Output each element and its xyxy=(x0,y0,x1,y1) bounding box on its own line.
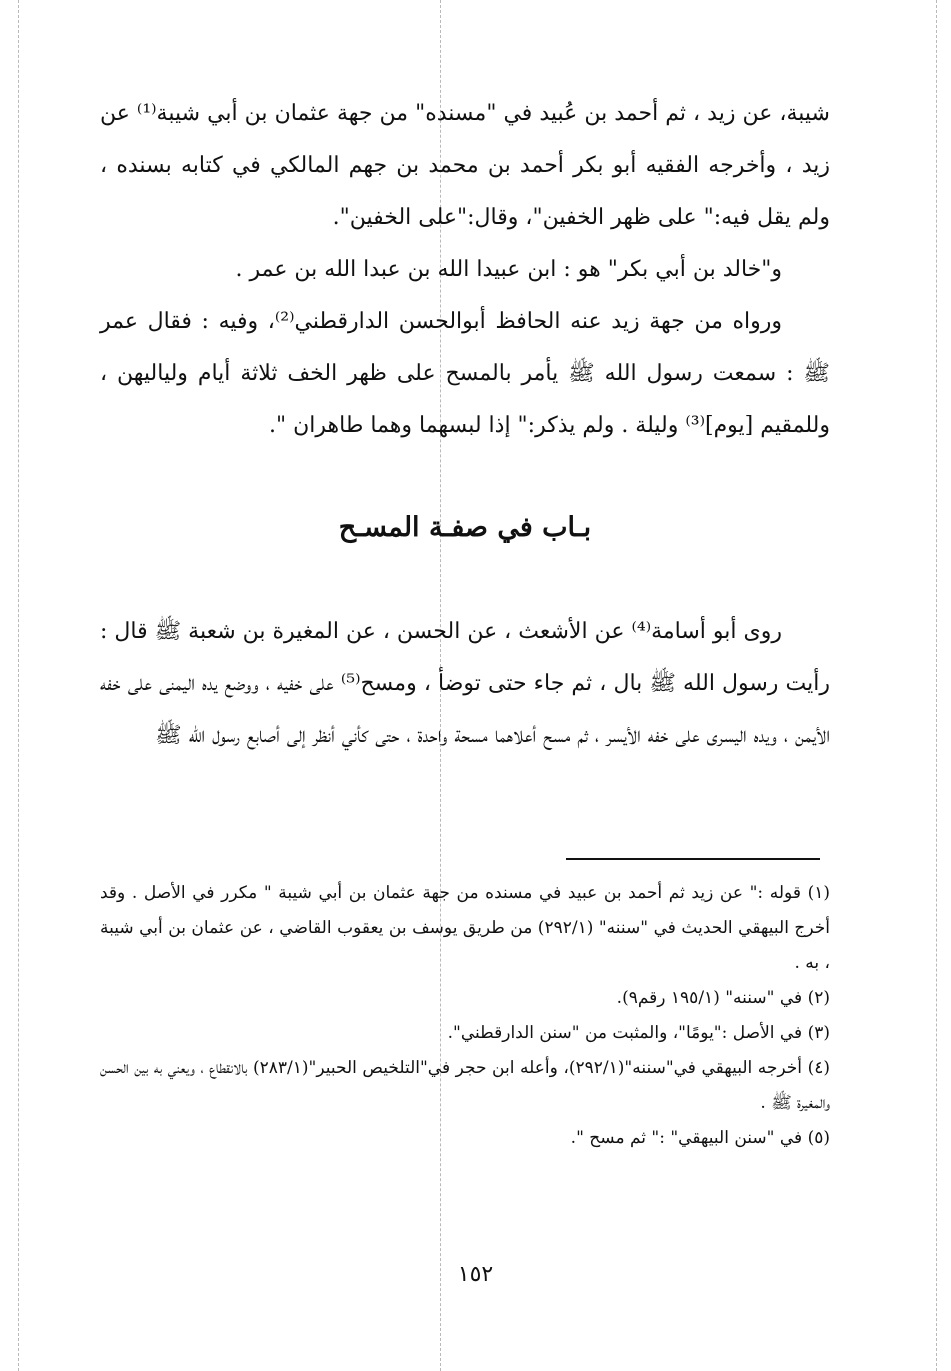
page-body xyxy=(100,88,830,762)
body-paragraph: شيبة، عن زيد ، ثم أحمد بن عُبيد في "مسنده" من جهة عثمان بن أبي شيبة⁽¹⁾ عن زيد ، وأخرجه الفقيه أبو بكر أحمد بن محمد بن جهم المالكي في كتابه بسنده ، ولم يقل فيه:" على ظهر الخفين"، وقال:"على الخفين". xyxy=(100,101,830,230)
footnote: (٣) في الأصل :"يومًا"، والمثبت من "سنن الدارقطني". xyxy=(447,1023,830,1043)
footnote: (١) قوله :" عن زيد ثم أحمد بن عبيد في مسنده من جهة عثمان بن أبي شيبة " مكرر في الأصل . وقد أخرج البيهقي الحديث في "سننه" (٢٩٢/١) من طريق يوسف بن يعقوب القاضي ، عن عثمان بن أبي شيبة ، به . xyxy=(100,883,831,973)
footnote: (٤) أخرجه البيهقي في"سننه"(٢٩٢/١)، وأعله ابن حجر في"التلخيص الحبير"(٢٨٣/١) بالانقطاع ، ويعني به بين الحسن والمغيرة ﷺ . xyxy=(100,1058,830,1113)
footnote-separator xyxy=(566,858,820,860)
chapter-heading: بـاب في صفـة المسـح xyxy=(338,512,592,543)
scan-guide-line xyxy=(18,0,19,1371)
body-paragraph: و"خالد بن أبي بكر" هو : ابن عبيدا الله بن عبدا الله بن عمر . xyxy=(235,257,782,282)
footnote: (٢) في "سننه" (١٩٥/١ رقم٩). xyxy=(616,988,830,1008)
body-paragraph: روى أبو أسامة⁽⁴⁾ عن الأشعث ، عن الحسن ، عن المغيرة بن شعبة ﷺ قال : رأيت رسول الله ﷺ بال ، ثم جاء حتى توضأ ، ومسح⁽⁵⁾ على خفيه ، ووضع يده اليمنى على خفه الأيمن ، ويده اليسرى على خفه الأيسر ، ثم مسح أعلاهما مسحة واحدة ، حتى كأني أنظر إلى أصابع رسول الله ﷺ xyxy=(100,619,830,748)
page-number: ١٥٢ xyxy=(457,1262,494,1287)
footnotes xyxy=(100,876,830,1156)
footnote: (٥) في "سنن البيهقي" :" ثم مسح ". xyxy=(570,1128,830,1148)
scan-guide-line xyxy=(936,0,937,1371)
body-paragraph: ورواه من جهة زيد عنه الحافظ أبوالحسن الدارقطني⁽²⁾، وفيه : فقال عمر ﷺ : سمعت رسول الله ﷺ يأمر بالمسح على ظهر الخف ثلاثة أيام ولياليهن ، وللمقيم [يوم]⁽³⁾ وليلة . ولم يذكر:" إذا لبسهما وهما طاهران ". xyxy=(100,309,830,438)
